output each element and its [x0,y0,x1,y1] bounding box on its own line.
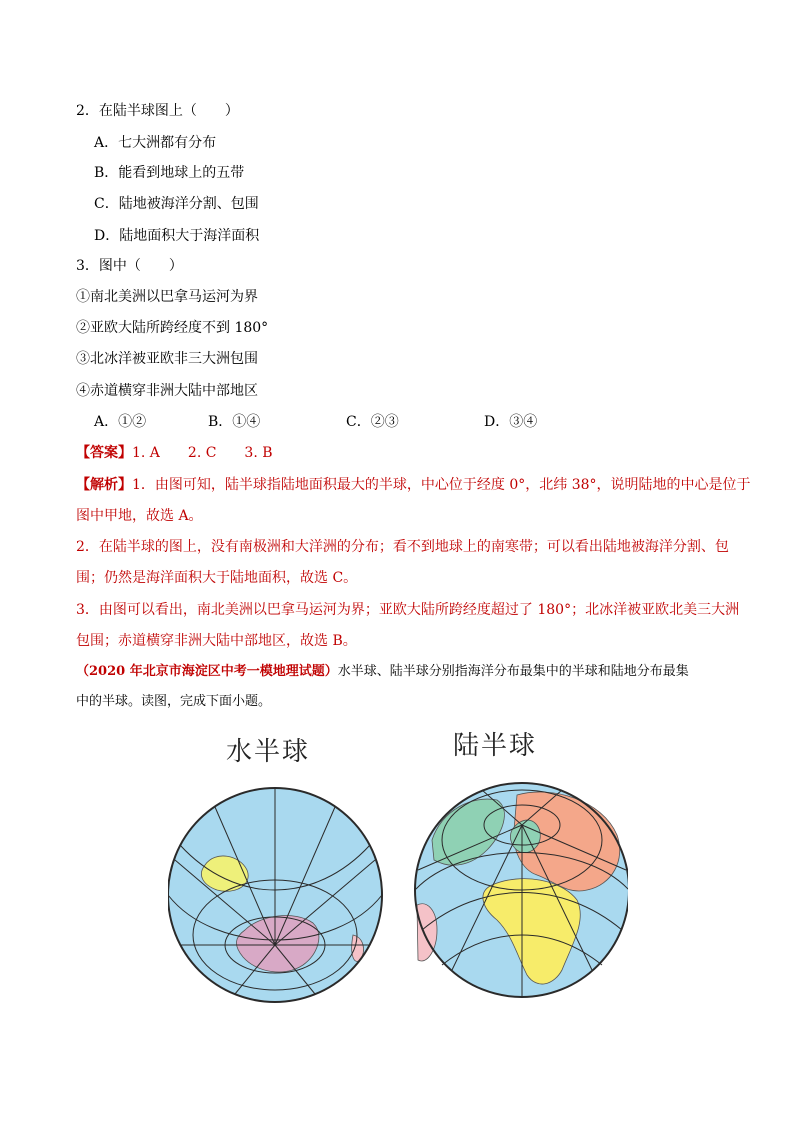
land-hemisphere-globe [415,783,628,997]
water-hemisphere-globe [168,788,382,1002]
analysis-text-1: 1．由图可知，陆半球指陆地面积最大的半球，中心位于经度 0°，北纬 38°，说明陆地的中心是位于 [132,477,751,493]
answer-text: 1. A 2. C 3. B [132,445,273,461]
analysis-label: 【解析】 [76,477,132,493]
q2-stem: 2．在陆半球图上（ ） [76,103,239,119]
q3-option-b[interactable]: B．①④ [208,414,261,430]
land-hemisphere-title: 陆半球 [453,731,538,761]
intro-source: （2020 年北京市海淀区中考一模地理试题） [76,664,338,679]
q2-option-c[interactable]: C．陆地被海洋分割、包围 [94,196,259,212]
q3-statement-4: ④赤道横穿非洲大陆中部地区 [76,383,258,399]
analysis-line-1 [76,475,751,495]
intro-line-1 [76,662,689,682]
globes-svg [168,725,628,1005]
q2-option-d[interactable]: D．陆地面积大于海洋面积 [94,228,260,244]
analysis-line-6: 包围；赤道横穿非洲大陆中部地区，故选 B。 [76,633,357,649]
answer-label: 【答案】 [76,445,132,461]
intro-line-2: 中的半球。读图，完成下面小题。 [76,694,272,709]
q3-option-a[interactable]: A．①② [94,414,147,430]
q3-statement-1: ①南北美洲以巴拿马运河为界 [76,289,258,305]
analysis-line-3: 2．在陆半球的图上，没有南极洲和大洋洲的分布；看不到地球上的南寒带；可以看出陆地被海洋分割、包 [76,539,729,555]
q2-option-b[interactable]: B．能看到地球上的五带 [94,165,245,181]
q3-option-d[interactable]: D．③④ [484,414,538,430]
analysis-line-4: 围；仍然是海洋面积大于陆地面积，故选 C。 [76,570,358,586]
q3-statement-2: ②亚欧大陆所跨经度不到 180° [76,320,269,336]
hemisphere-figure [168,725,628,1005]
intro-text-1: 水半球、陆半球分别指海洋分布最集中的半球和陆地分布最集 [337,664,689,679]
water-hemisphere-title: 水半球 [226,737,311,767]
answer-line [76,443,273,463]
analysis-line-5: 3．由图可以看出，南北美洲以巴拿马运河为界；亚欧大陆所跨经度超过了 180°；北冰洋被亚欧北美三大洲 [76,602,740,618]
q3-statement-3: ③北冰洋被亚欧非三大洲包围 [76,351,258,367]
q3-option-c[interactable]: C．②③ [346,414,399,430]
q2-option-a[interactable]: A．七大洲都有分布 [94,135,217,151]
analysis-line-2: 图中甲地，故选 A。 [76,508,203,524]
q3-stem: 3．图中（ ） [76,258,183,274]
